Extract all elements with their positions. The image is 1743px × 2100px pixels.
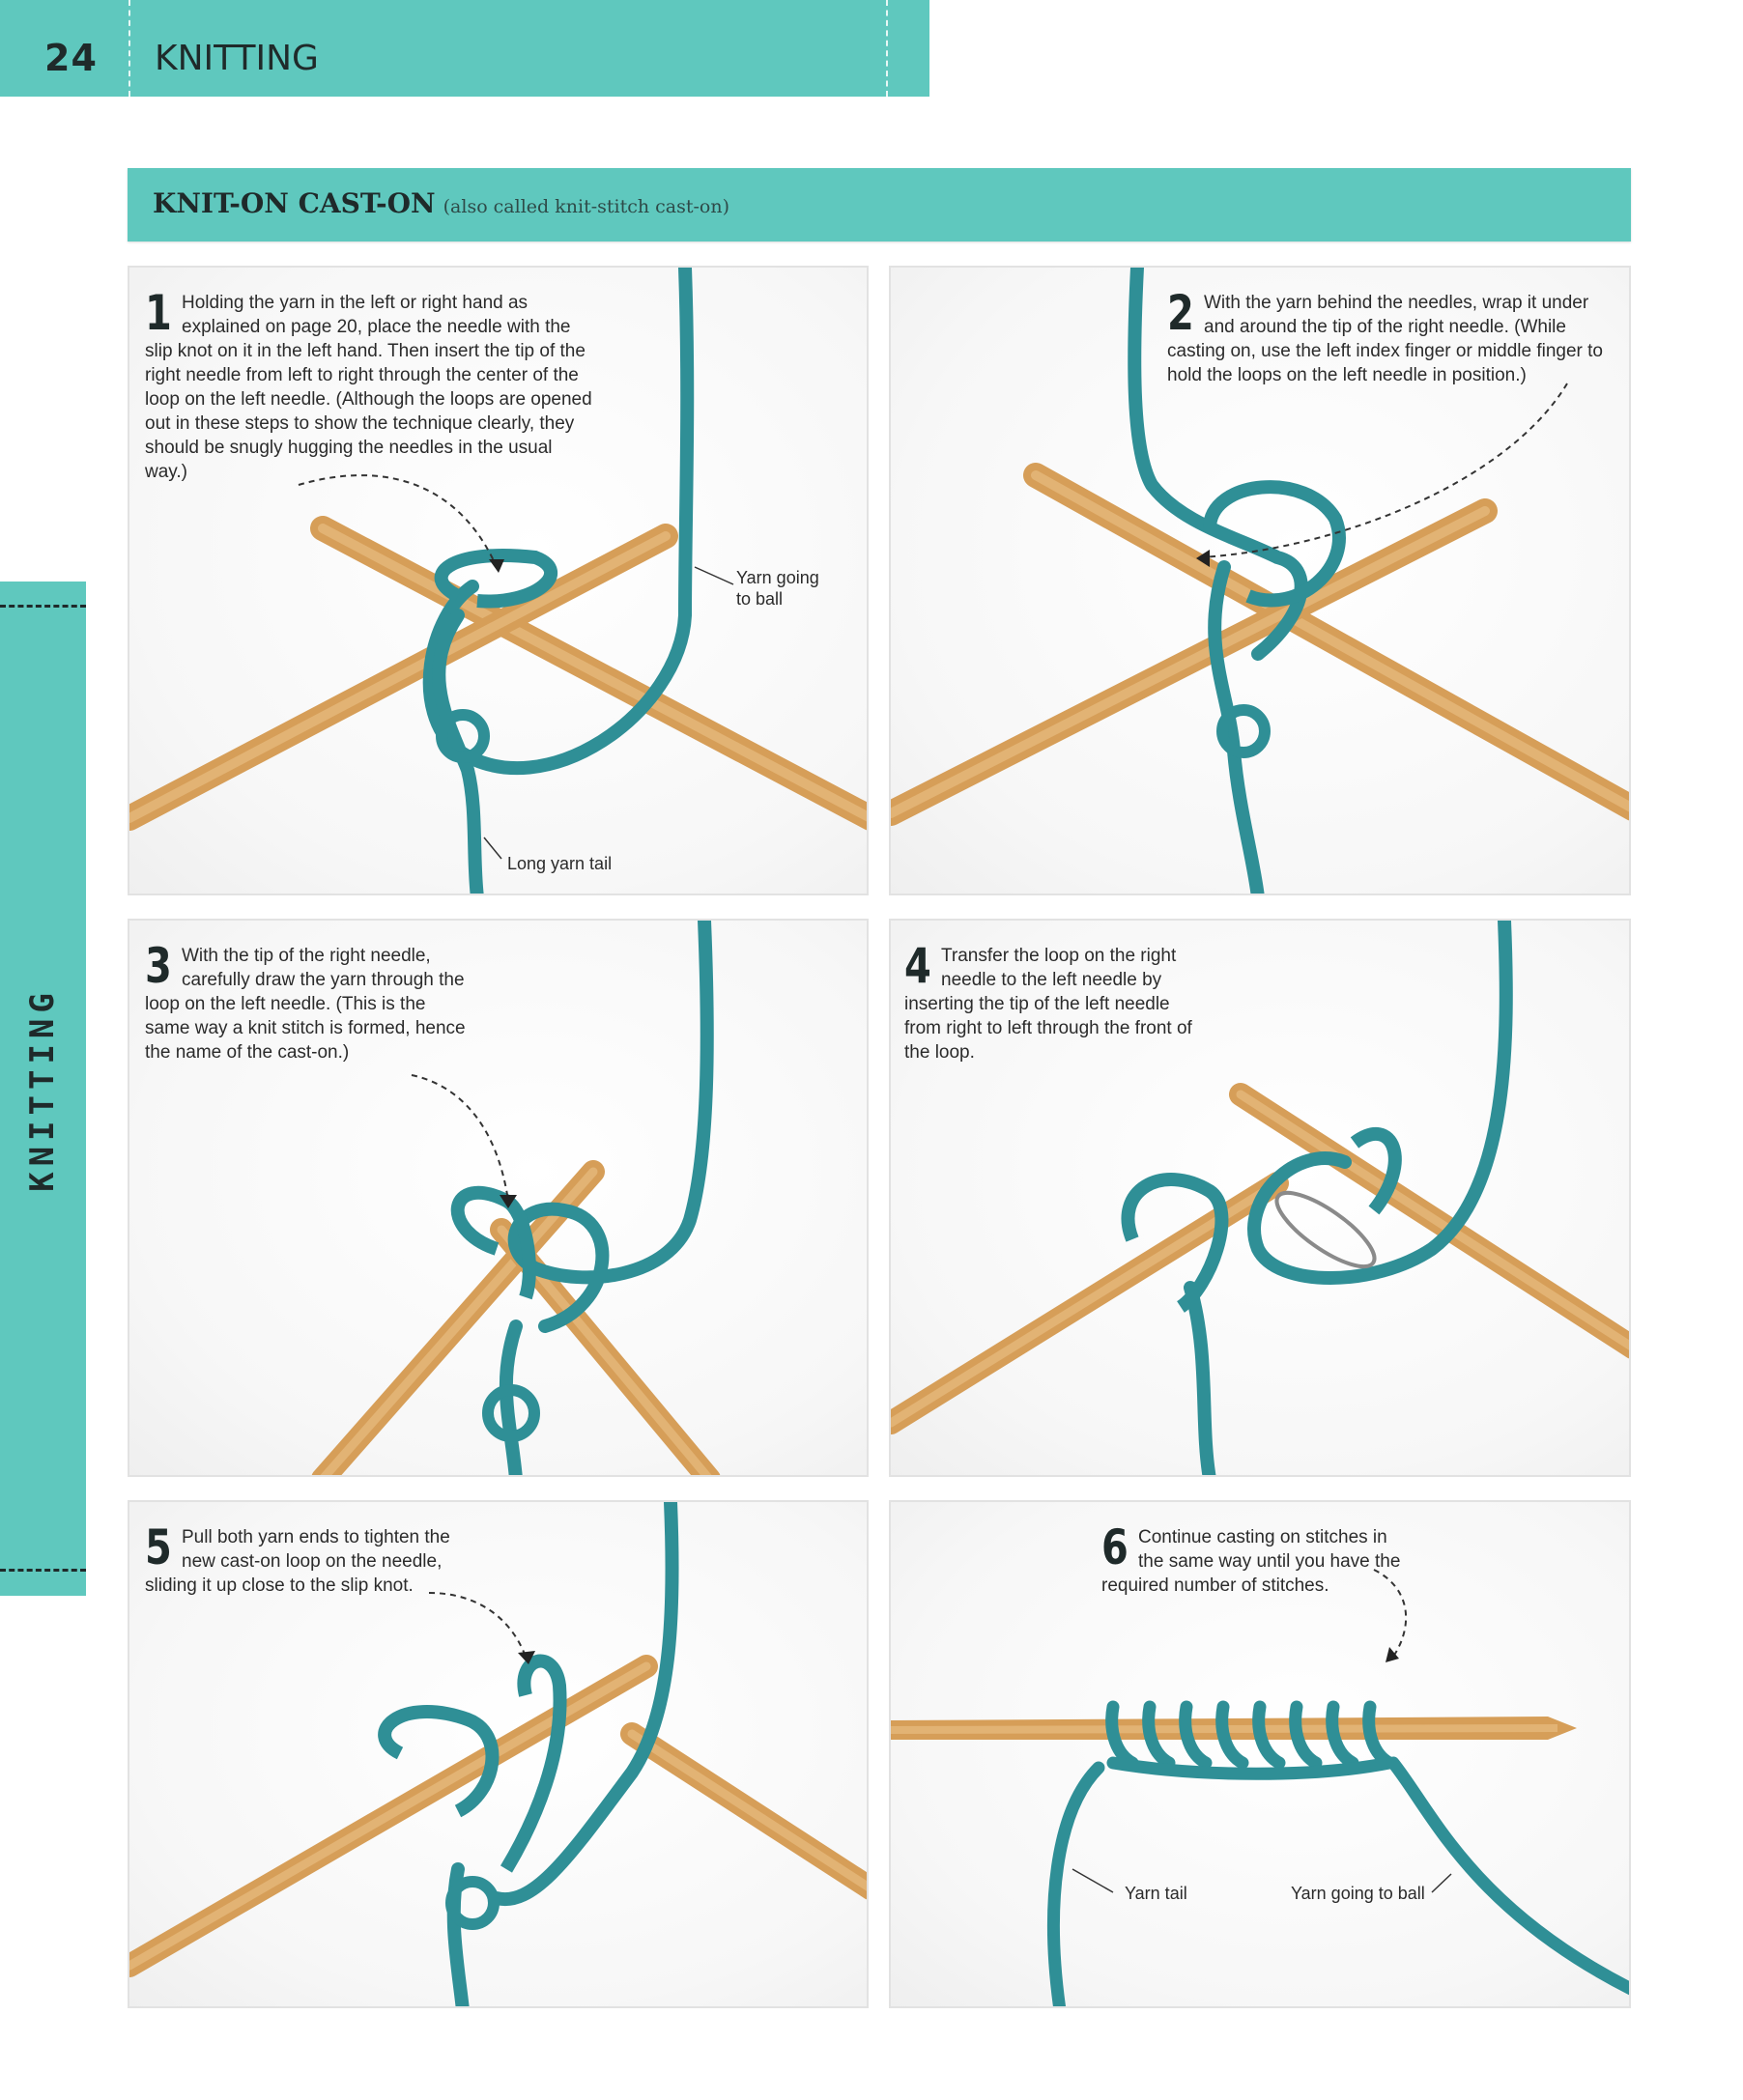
side-tab-label: KNITTING [23, 987, 62, 1192]
step-2-text [1167, 285, 1612, 387]
step-3-number: 3 [145, 938, 172, 994]
callout-yarn-tail: Yarn tail [1125, 1884, 1187, 1903]
callout-yarn-going-to-ball: Yarn going to ball [1291, 1884, 1425, 1903]
step-5-description: Pull both yarn ends to tighten the new cast-on loop on the needle, sliding it up close to the slip knot. [145, 1527, 450, 1596]
section-title-text: KNIT-ON CAST-ON [153, 187, 436, 219]
step-3-description: With the tip of the right needle, carefully draw the yarn through the loop on the left needle. (This is the same way a knit stitch is formed, hence the name of the cast-on.) [145, 946, 466, 1063]
callout-yarn-going-to-ball: Yarn going to ball [736, 568, 819, 609]
step-panel-6 [889, 1500, 1631, 2008]
step-panel-5 [128, 1500, 869, 2008]
section-banner [128, 168, 1631, 241]
chapter-title: KNITTING [155, 39, 319, 78]
step-6-description: Continue casting on stitches in the same way until you have the required number of stitches. [1101, 1527, 1401, 1596]
step-2-number: 2 [1167, 285, 1194, 341]
header-divider [129, 0, 130, 97]
step-panel-1 [128, 266, 869, 895]
page-number: 24 [44, 37, 98, 79]
step-3-text [145, 938, 473, 1064]
side-tab-divider [0, 1569, 86, 1572]
side-tab-divider [0, 605, 86, 608]
step-6-number: 6 [1101, 1519, 1129, 1575]
step-1-description: Holding the yarn in the left or right hand as explained on page 20, place the needle with the slip knot on it in the left hand. Then insert the tip of the right needle from left to right through the center of the loop on the left needle. (Although the loops are opened out in these steps to show the technique clearly, they should be snugly hugging the needles in the usual way.) [145, 293, 592, 482]
step-6-text [1101, 1519, 1401, 1598]
header-divider [886, 0, 888, 97]
chapter-header-tab [0, 0, 929, 97]
section-title [153, 187, 729, 219]
callout-long-yarn-tail: Long yarn tail [507, 854, 613, 873]
step-4-text [904, 938, 1194, 1064]
step-5-text [145, 1519, 483, 1598]
step-5-number: 5 [145, 1519, 172, 1575]
step-4-number: 4 [904, 938, 931, 994]
step-1-text [145, 285, 599, 484]
section-subtitle: (also called knit-stitch cast-on) [443, 196, 729, 217]
step-panel-4 [889, 919, 1631, 1477]
step-2-description: With the yarn behind the needles, wrap it under and around the tip of the right needle. (While casting on, use the left index finger or middle finger to hold the loops on the left needle in position.) [1167, 293, 1603, 385]
step-panel-3 [128, 919, 869, 1477]
step-4-description: Transfer the loop on the right needle to the left needle by inserting the tip of the left needle from right to left through the front of the loop. [904, 946, 1192, 1063]
step-panel-2 [889, 266, 1631, 895]
step-1-number: 1 [145, 285, 172, 341]
